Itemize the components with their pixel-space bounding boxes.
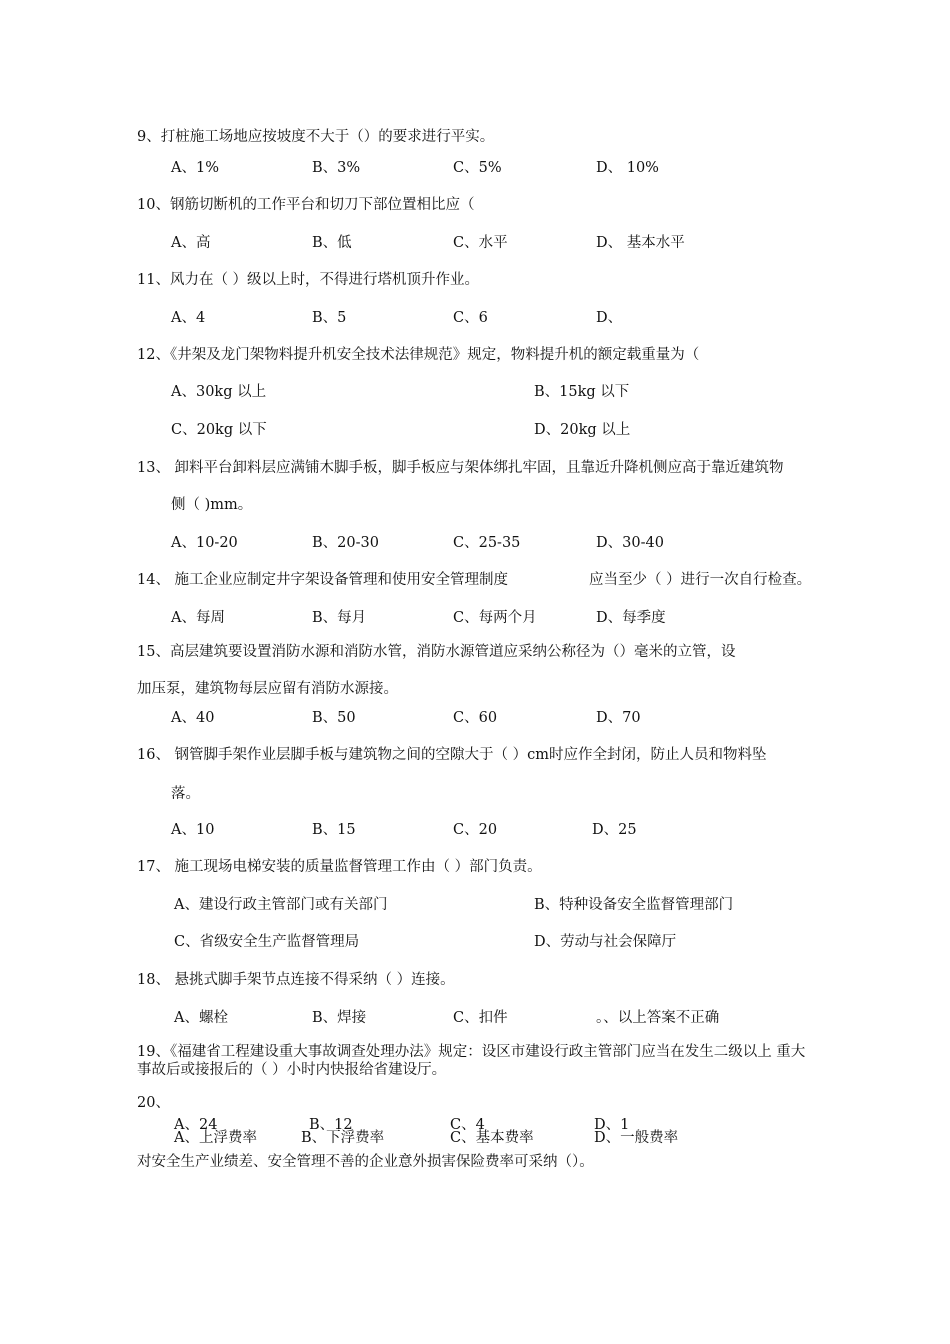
option-d: D、1: [594, 1117, 630, 1133]
option-d: D、 基本水平: [596, 235, 685, 251]
option-b: B、低: [312, 235, 352, 251]
question-10: 10、钢筋切断机的工作平台和切刀下部位置相比应（: [137, 197, 475, 213]
option-c: C、省级安全生产监督管理局: [174, 934, 360, 950]
question-19: 19、《福建省工程建设重大事故调查处理办法》规定：设区市建设行政主管部门应当在发生二级以上 重大: [137, 1044, 806, 1060]
option-a: A、4: [171, 310, 206, 326]
question-9: 9、打桩施工场地应按坡度不大于（）的要求进行平实。: [137, 129, 495, 145]
option-b: B、3%: [312, 160, 361, 176]
option-c: C、每两个月: [453, 610, 537, 626]
option-a: A、24: [174, 1117, 218, 1133]
question-16: 16、 钢管脚手架作业层脚手板与建筑物之间的空隙大于（ ）cm时应作全封闭，防止人员和物料坠: [137, 747, 767, 763]
option-a: A、上浮费率: [174, 1130, 257, 1146]
question-19-continuation: 事故后或接报后的（ ）小时内快报给省建设厅。: [137, 1062, 447, 1078]
option-b: B、焊接: [312, 1010, 367, 1026]
question-16-continuation: 落。: [171, 786, 200, 802]
question-15-continuation: 加压泵，建筑物每层应留有消防水源接。: [137, 681, 398, 697]
option-a: A、10: [171, 822, 215, 838]
question-20: 20、: [137, 1095, 170, 1111]
option-c: C、20: [453, 822, 498, 838]
option-d: D、每季度: [596, 610, 666, 626]
question-11: 11、风力在（ ）级以上时，不得进行塔机顶升作业。: [137, 272, 480, 288]
option-a: A、10-20: [171, 535, 238, 551]
option-b: B、50: [312, 710, 356, 726]
question-18: 18、 悬挑式脚手架节点连接不得采纳（ ）连接。: [137, 972, 455, 988]
option-d: D、劳动与社会保障厅: [534, 934, 677, 950]
option-b: B、下浮费率: [301, 1130, 385, 1146]
option-d: D、20kg 以上: [534, 422, 631, 438]
option-a: A、每周: [171, 610, 225, 626]
option-d: D、一般费率: [594, 1130, 679, 1146]
option-c: C、25-35: [453, 535, 521, 551]
option-c: C、60: [453, 710, 498, 726]
option-b: B、20-30: [312, 535, 379, 551]
option-c: C、基本费率: [450, 1130, 534, 1146]
question-12: 12、《井架及龙门架物料提升机安全技术法律规范》规定，物料提升机的额定载重量为（: [137, 347, 700, 363]
option-c: C、5%: [453, 160, 502, 176]
option-d: D、 10%: [596, 160, 659, 176]
option-b: B、5: [312, 310, 347, 326]
option-a: A、建设行政主管部门或有关部门: [174, 897, 388, 913]
option-b: B、15kg 以下: [534, 384, 630, 400]
question-15: 15、高层建筑要设置消防水源和消防水管，消防水源管道应采纳公称径为（）毫米的立管，设: [137, 644, 736, 660]
option-d: D、: [596, 310, 623, 326]
option-a: A、40: [171, 710, 215, 726]
option-c: C、4: [450, 1117, 485, 1133]
option-d: 。、以上答案不正确: [596, 1010, 720, 1026]
question-14: 14、 施工企业应制定井字架设备管理和使用安全管理制度: [137, 572, 509, 588]
option-d: D、25: [592, 822, 637, 838]
option-d: D、70: [596, 710, 641, 726]
question-17: 17、 施工现场电梯安装的质量监督管理工作由（ ）部门负责。: [137, 859, 542, 875]
option-b: B、15: [312, 822, 356, 838]
option-d: D、30-40: [596, 535, 664, 551]
question-14-continuation: 应当至少（ ）进行一次自行检查。: [589, 572, 812, 588]
option-c: C、扣件: [453, 1010, 508, 1026]
option-b: B、12: [309, 1117, 353, 1133]
option-c: C、20kg 以下: [171, 422, 267, 438]
option-a: A、高: [171, 235, 211, 251]
option-b: B、每月: [312, 610, 367, 626]
option-c: C、6: [453, 310, 488, 326]
question-13-continuation: 侧（ )mm。: [171, 497, 253, 513]
option-a: A、30kg 以上: [171, 384, 267, 400]
option-a: A、1%: [171, 160, 219, 176]
option-b: B、特种设备安全监督管理部门: [534, 897, 734, 913]
question-20-text: 对安全生产业绩差、安全管理不善的企业意外损害保险费率可采纳（）。: [137, 1154, 594, 1170]
option-a: A、螺栓: [174, 1010, 228, 1026]
option-c: C、水平: [453, 235, 508, 251]
question-13: 13、 卸料平台卸料层应满铺木脚手板，脚手板应与架体绑扎牢固，且靠近升降机侧应高于靠近建筑物: [137, 460, 784, 476]
